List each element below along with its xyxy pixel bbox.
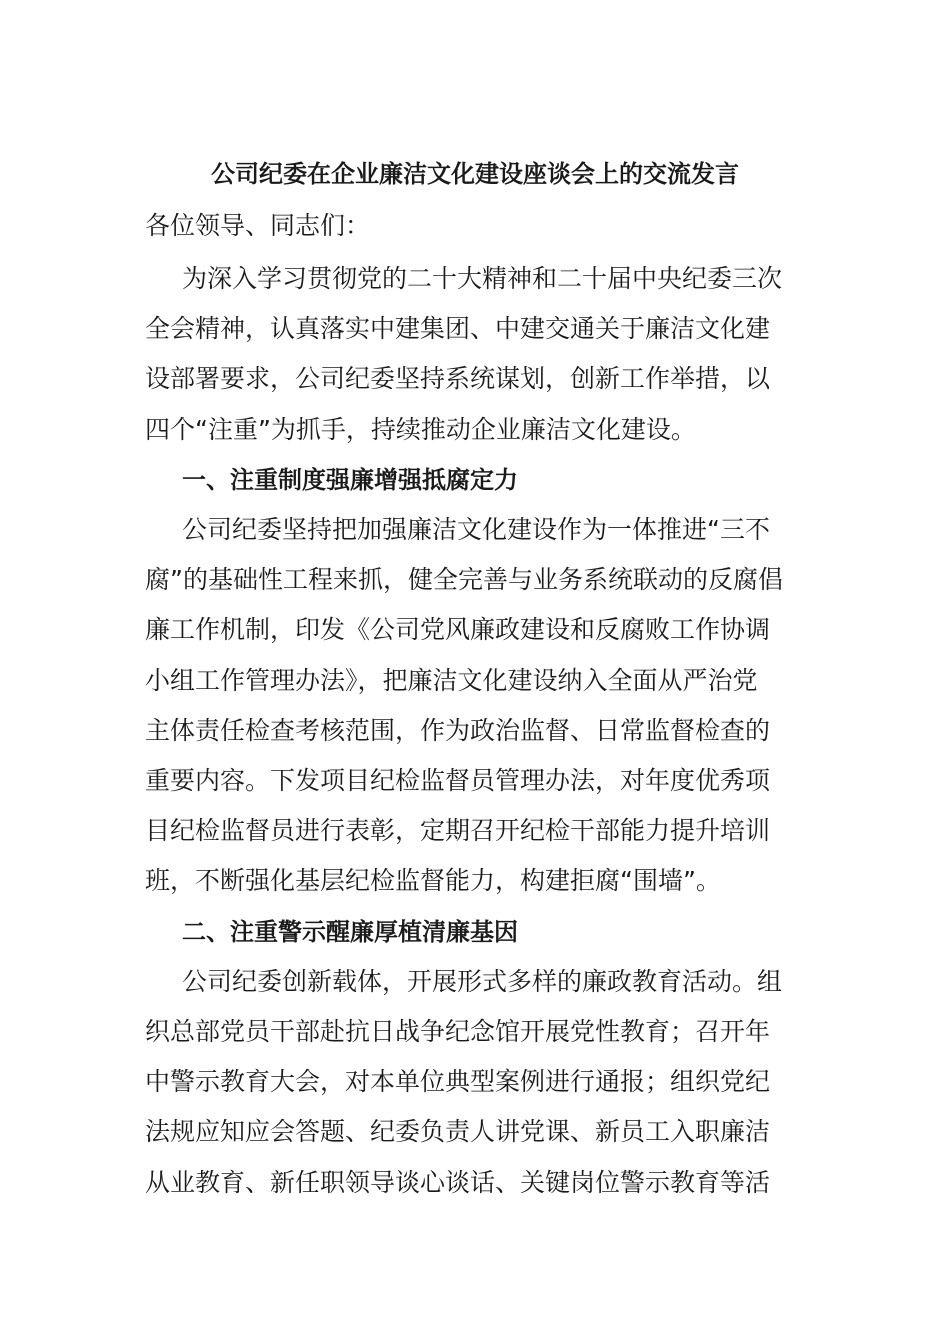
section-1-paragraph: [145, 505, 805, 907]
paragraph-line: 廉工作机制，印发《公司党风廉政建设和反腐败工作协调: [145, 615, 771, 645]
document-page: [145, 154, 805, 1208]
paragraph-line: 公司纪委创新载体，开展形式多样的廉政教育活动。组: [182, 966, 783, 996]
paragraph-line: 公司纪委坚持把加强廉洁文化建设作为一体推进“三不: [182, 515, 770, 545]
paragraph-line: 目纪检监督员进行表彰，定期召开纪检干部能力提升培训: [145, 816, 771, 846]
section-2-heading: 二、注重警示醒廉厚植清廉基因: [182, 917, 518, 946]
intro-paragraph: [145, 254, 805, 455]
paragraph-line: 全会精神，认真落实中建集团、中建交通关于廉洁文化建: [145, 314, 771, 344]
paragraph-line: 四个“注重”为抓手，持续推动企业廉洁文化建设。: [145, 414, 696, 444]
paragraph-line: 小组工作管理办法》，把廉洁文化建设纳入全面从严治党: [145, 665, 758, 695]
section-2-paragraph: [145, 957, 805, 1208]
paragraph-line: 重要内容。下发项目纪检监督员管理办法，对年度优秀项: [145, 766, 771, 796]
paragraph-line: 主体责任检查考核范围，作为政治监督、日常监督检查的: [145, 715, 771, 745]
paragraph-line: 法规应知应会答题、纪委负责人讲党课、新员工入职廉洁: [145, 1117, 771, 1147]
paragraph-line: 设部署要求，公司纪委坚持系统谋划，创新工作举措，以: [145, 364, 771, 394]
paragraph-line: 从业教育、新任职领导谈心谈话、关键岗位警示教育等活: [145, 1167, 771, 1197]
paragraph-line: 班，不断强化基层纪检监督能力，构建拒腐“围墙”。: [145, 866, 721, 896]
document-title: 公司纪委在企业廉洁文化建设座谈会上的交流发言: [211, 160, 739, 188]
paragraph-line: 织总部党员干部赴抗日战争纪念馆开展党性教育；召开年: [145, 1017, 771, 1047]
paragraph-line: 为深入学习贯彻党的二十大精神和二十届中央纪委三次: [182, 264, 783, 293]
paragraph-line: 中警示教育大会，对本单位典型案例进行通报；组织党纪: [145, 1067, 771, 1097]
section-1-heading: 一、注重制度强廉增强抵腐定力: [182, 465, 518, 494]
paragraph-line: 腐”的基础性工程来抓，健全完善与业务系统联动的反腐倡: [145, 565, 783, 595]
salutation: 各位领导、同志们：: [145, 211, 371, 240]
